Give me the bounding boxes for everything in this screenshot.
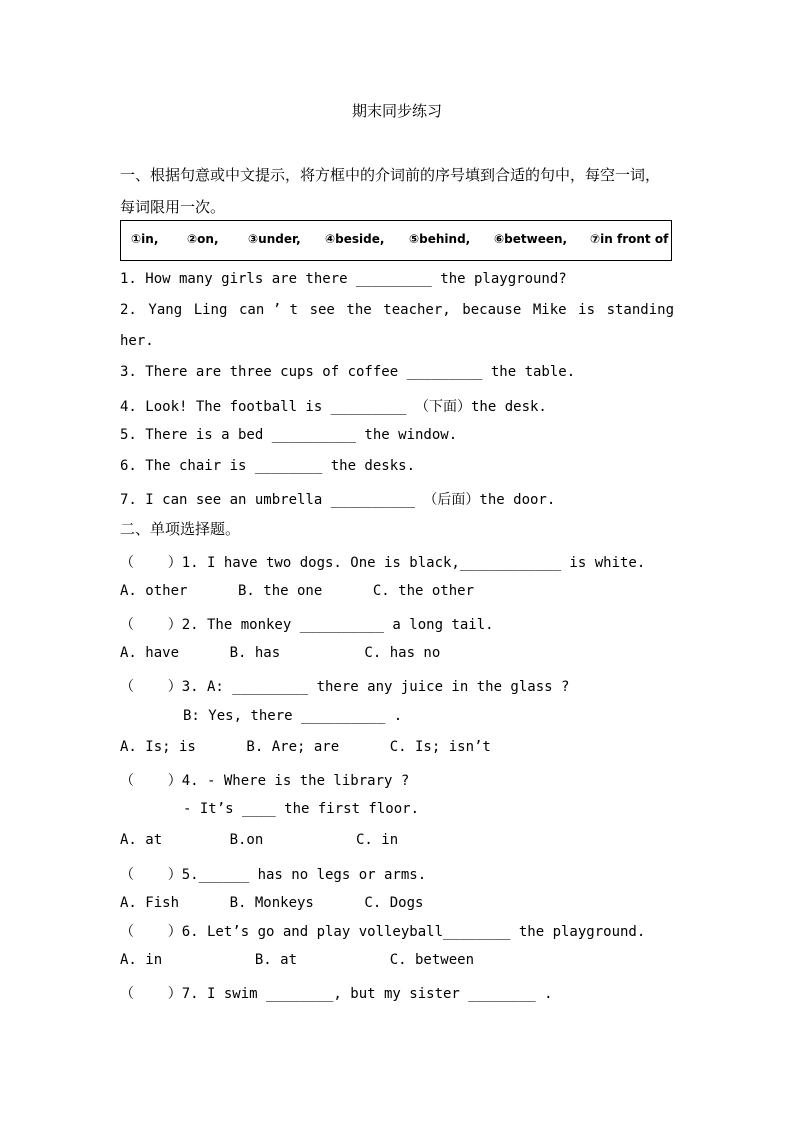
section1-heading-line1: 一、根据句意或中文提示，将方框中的介词前的序号填到合适的句中，每空一词， <box>120 166 661 184</box>
option-7: ⑦in front of <box>590 232 669 246</box>
q2-word: the <box>346 302 372 318</box>
section2-question-1: （ ）1. I have two dogs. One is black,____________ is white. <box>120 555 646 571</box>
q2-word: because <box>462 302 522 318</box>
section1-question-4: 4. Look! The football is _________ （下面）the desk. <box>120 399 547 415</box>
section2-question-4-b: - It’s ____ the first floor. <box>183 801 420 817</box>
q2-word: can ’ t <box>238 302 298 318</box>
section1-question-6: 6. The chair is ________ the desks. <box>120 458 416 474</box>
q2-word: Ling <box>193 302 228 318</box>
section2-question-4: （ ）4. - Where is the library ? <box>120 773 410 789</box>
option-4: ④beside, <box>325 232 385 246</box>
section2-question-6: （ ）6. Let’s go and play volleyball________ the playground. <box>120 924 646 940</box>
section2-question-6-options: A. in B. at C. between <box>120 952 475 968</box>
q2-word: see <box>309 302 335 318</box>
section2-question-5-options: A. Fish B. Monkeys C. Dogs <box>120 895 424 911</box>
preposition-box <box>120 220 672 261</box>
section2-question-5: （ ）5.______ has no legs or arms. <box>120 867 427 883</box>
q2-word: standing <box>606 302 674 318</box>
q2-word: Yang <box>148 302 183 318</box>
section2-question-3-b: B: Yes, there __________ . <box>183 708 403 724</box>
section1-question-2 <box>120 302 674 318</box>
section2-heading: 二、单项选择题。 <box>120 520 241 538</box>
q2-word: is <box>578 302 595 318</box>
section1-question-2-cont: her. <box>120 333 154 349</box>
section2-question-4-options: A. at B.on C. in <box>120 832 399 848</box>
option-1: ①in, <box>131 232 159 246</box>
option-2: ②on, <box>187 232 219 246</box>
section2-question-2: （ ）2. The monkey __________ a long tail. <box>120 617 494 633</box>
section1-question-5: 5. There is a bed __________ the window. <box>120 427 458 443</box>
option-3: ③under, <box>248 232 301 246</box>
q2-word: 2. <box>120 302 137 318</box>
page-title: 期末同步练习 <box>351 102 442 120</box>
section2-question-3: （ ）3. A: _________ there any juice in the glass ? <box>120 679 570 695</box>
section2-question-2-options: A. have B. has C. has no <box>120 645 441 661</box>
section2-question-7: （ ）7. I swim ________, but my sister ________ . <box>120 986 553 1002</box>
section1-question-3: 3. There are three cups of coffee _________ the table. <box>120 364 576 380</box>
q2-word: teacher, <box>383 302 451 318</box>
section1-question-1: 1. How many girls are there _________ the playground? <box>120 271 567 287</box>
option-6: ⑥between, <box>494 232 568 246</box>
q2-word: Mike <box>532 302 567 318</box>
section2-question-3-options: A. Is; is B. Are; are C. Is; isn’t <box>120 739 491 755</box>
option-5: ⑤behind, <box>409 232 471 246</box>
section1-question-7: 7. I can see an umbrella __________ （后面）the door. <box>120 492 556 508</box>
section2-question-1-options: A. other B. the one C. the other <box>120 583 475 599</box>
section1-heading-line2: 每词限用一次。 <box>120 198 226 216</box>
